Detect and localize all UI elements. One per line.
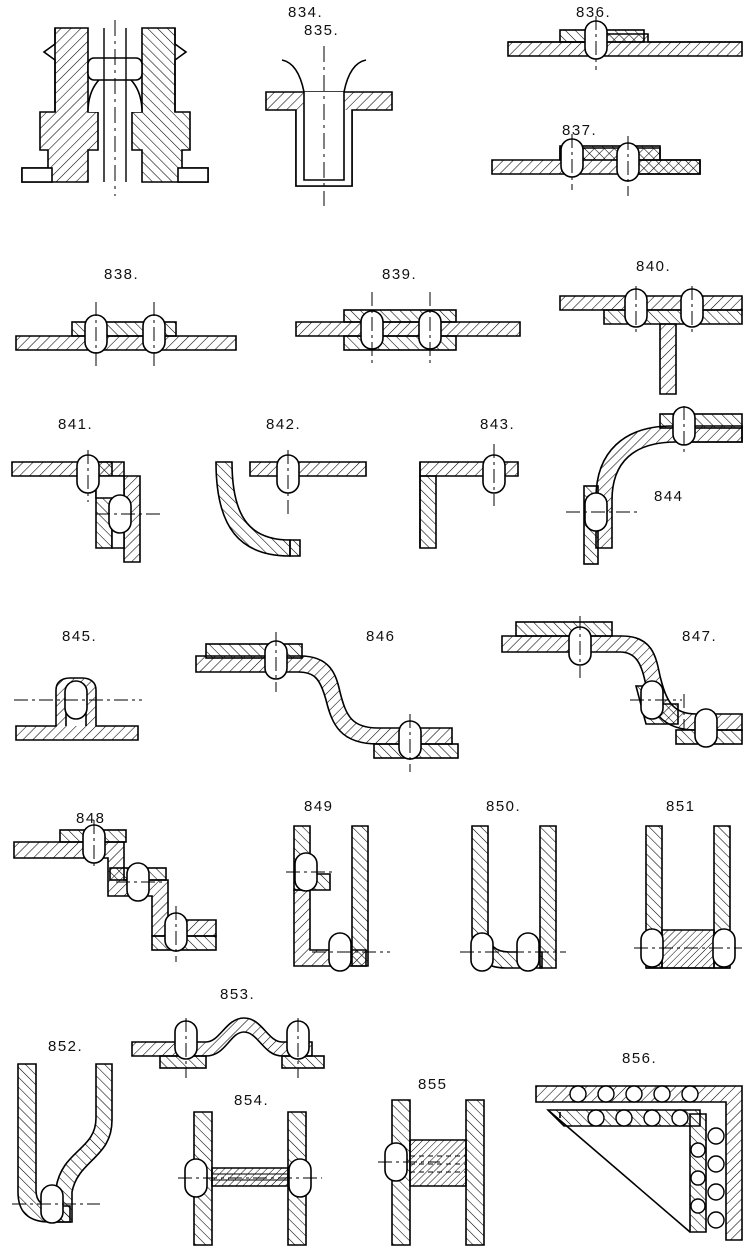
figure-label-846: 846 [366,628,396,645]
figure-label-845: 845. [62,628,98,645]
figure-label-856: 856. [622,1050,658,1067]
figure-850 [460,826,566,971]
figure-label-842: 842. [266,416,302,433]
figure-842 [216,450,366,556]
figure-label-837: 837. [562,122,598,139]
figure-label-840: 840. [636,258,672,275]
figure-835 [266,46,392,206]
figure-label-841: 841. [58,416,94,433]
figure-841 [12,450,160,562]
figure-840 [560,286,742,394]
figure-label-838: 838. [104,266,140,283]
figure-label-850: 850. [486,798,522,815]
figure-label-839: 839. [382,266,418,283]
figure-label-852: 852. [48,1038,84,1055]
figure-855 [378,1100,484,1245]
figure-label-836: 836. [576,4,612,21]
figure-label-844: 844 [654,488,684,505]
figure-847 [502,616,742,747]
figure-853 [132,1018,324,1078]
figure-label-851: 851 [666,798,696,815]
figure-843 [420,444,518,548]
figure-label-834: 834. [288,4,324,21]
figure-845 [14,678,142,740]
figure-851 [634,826,742,968]
figure-label-848: 848 [76,810,106,827]
figure-844 [566,406,742,564]
figure-label-843: 843. [480,416,516,433]
figure-854 [178,1112,322,1245]
figure-848 [14,820,216,962]
figure-839 [296,292,520,366]
figure-846 [196,632,458,772]
figure-label-835: 835. [304,22,340,39]
figure-838 [16,302,236,370]
figure-label-854: 854. [234,1092,270,1109]
figure-label-855: 855 [418,1076,448,1093]
figure-849 [286,826,390,971]
figure-836 [508,16,742,70]
figure-856 [536,1086,742,1240]
figure-834 [22,20,208,196]
figure-852 [12,1064,112,1223]
figure-label-847: 847. [682,628,718,645]
figure-837 [492,134,700,196]
figure-label-853: 853. [220,986,256,1003]
figure-label-849: 849 [304,798,334,815]
